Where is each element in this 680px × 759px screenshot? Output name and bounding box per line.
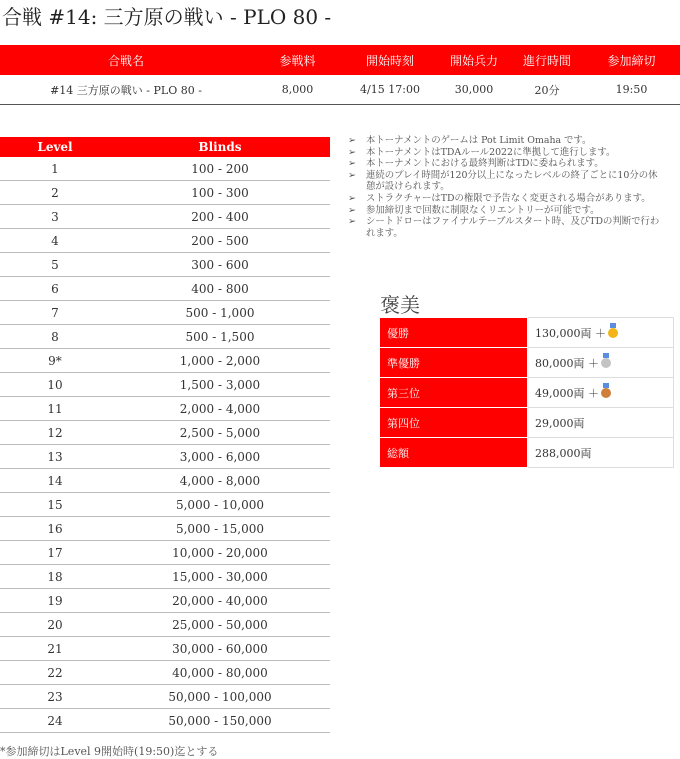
arrow-bullet-icon: ➢ xyxy=(348,192,356,204)
level-number: 22 xyxy=(0,661,110,685)
level-blinds: 100 - 300 xyxy=(110,181,330,205)
prize-rank: 準優勝 xyxy=(380,348,528,378)
note-text: 本トーナメントにおける最終判断はTDに委ねられます。 xyxy=(366,158,604,170)
level-number: 11 xyxy=(0,397,110,421)
level-row xyxy=(0,157,330,181)
level-row xyxy=(0,709,330,733)
level-blinds: 4,000 - 8,000 xyxy=(110,469,330,493)
prize-table xyxy=(379,317,674,468)
level-row xyxy=(0,301,330,325)
level-number: 21 xyxy=(0,637,110,661)
prize-row xyxy=(380,408,674,438)
note-text: 憩が設けられます。 xyxy=(366,181,450,193)
prize-title: 褒美 xyxy=(380,293,420,317)
level-row xyxy=(0,565,330,589)
level-row xyxy=(0,205,330,229)
prize-row xyxy=(380,378,674,408)
summary-header-late-reg: 参加締切 xyxy=(583,45,680,75)
level-row xyxy=(0,181,330,205)
level-blinds: 30,000 - 60,000 xyxy=(110,637,330,661)
prize-amount: 49,000両 ＋ xyxy=(535,386,599,400)
summary-header-start-time: 開始時刻 xyxy=(343,45,437,75)
level-blinds: 2,000 - 4,000 xyxy=(110,397,330,421)
level-row xyxy=(0,661,330,685)
note-text: 連続のプレイ時間が120分以上になったレベルの終了ごとに10分の休 xyxy=(366,169,658,181)
prize-amount-cell xyxy=(528,438,674,468)
prize-row xyxy=(380,348,674,378)
prize-amount: 29,000両 xyxy=(535,416,585,430)
level-row xyxy=(0,613,330,637)
arrow-bullet-icon: ➢ xyxy=(348,216,356,228)
level-row xyxy=(0,253,330,277)
summary-row xyxy=(0,75,680,105)
level-number: 5 xyxy=(0,253,110,277)
level-number: 8 xyxy=(0,325,110,349)
level-blinds: 3,000 - 6,000 xyxy=(110,445,330,469)
level-blinds: 1,500 - 3,000 xyxy=(110,373,330,397)
note-item xyxy=(348,147,680,159)
note-item xyxy=(348,193,680,205)
summary-header-fee: 参戦料 xyxy=(252,45,343,75)
level-blinds: 5,000 - 10,000 xyxy=(110,493,330,517)
level-row xyxy=(0,349,330,373)
arrow-bullet-icon: ➢ xyxy=(348,204,356,216)
level-row xyxy=(0,517,330,541)
prize-amount: 130,000両 ＋ xyxy=(535,326,606,340)
prize-amount-cell xyxy=(528,348,674,378)
level-number: 12 xyxy=(0,421,110,445)
level-number: 4 xyxy=(0,229,110,253)
level-blinds: 20,000 - 40,000 xyxy=(110,589,330,613)
level-number: 7 xyxy=(0,301,110,325)
level-blinds: 15,000 - 30,000 xyxy=(110,565,330,589)
note-item xyxy=(348,216,680,239)
level-number: 17 xyxy=(0,541,110,565)
late-registration-note: *参加締切はLevel 9開始時(19:50)迄とする xyxy=(0,745,219,758)
summary-late-reg: 19:50 xyxy=(583,75,680,105)
level-number: 24 xyxy=(0,709,110,733)
summary-header-level-time: 進行時間 xyxy=(511,45,583,75)
level-row xyxy=(0,277,330,301)
level-number: 9* xyxy=(0,349,110,373)
level-row xyxy=(0,325,330,349)
level-number: 2 xyxy=(0,181,110,205)
level-row xyxy=(0,229,330,253)
level-row xyxy=(0,469,330,493)
arrow-bullet-icon: ➢ xyxy=(348,169,356,181)
note-text: れます。 xyxy=(366,227,403,239)
level-number: 16 xyxy=(0,517,110,541)
summary-start-time: 4/15 17:00 xyxy=(343,75,437,105)
level-number: 20 xyxy=(0,613,110,637)
level-blinds: 1,000 - 2,000 xyxy=(110,349,330,373)
note-text: 本トーナメントのゲームは Pot Limit Omaha です。 xyxy=(366,135,592,146)
blinds-header: Blinds xyxy=(110,137,330,157)
level-row xyxy=(0,685,330,709)
prize-amount: 80,000両 ＋ xyxy=(535,356,599,370)
level-blinds: 5,000 - 15,000 xyxy=(110,517,330,541)
blind-structure-table xyxy=(0,137,330,733)
level-number: 23 xyxy=(0,685,110,709)
level-number: 1 xyxy=(0,157,110,181)
level-row xyxy=(0,637,330,661)
level-number: 15 xyxy=(0,493,110,517)
summary-level-time: 20分 xyxy=(511,75,583,105)
level-row xyxy=(0,445,330,469)
level-blinds: 25,000 - 50,000 xyxy=(110,613,330,637)
arrow-bullet-icon: ➢ xyxy=(348,146,356,158)
summary-name: #14 三方原の戦い - PLO 80 - xyxy=(0,75,252,105)
level-number: 13 xyxy=(0,445,110,469)
level-row xyxy=(0,421,330,445)
prize-rank: 第三位 xyxy=(380,378,528,408)
level-number: 14 xyxy=(0,469,110,493)
summary-start-stack: 30,000 xyxy=(437,75,511,105)
summary-header-start-stack: 開始兵力 xyxy=(437,45,511,75)
prize-amount-cell xyxy=(528,408,674,438)
tournament-notes xyxy=(348,135,680,239)
level-row xyxy=(0,373,330,397)
level-blinds: 500 - 1,500 xyxy=(110,325,330,349)
prize-row xyxy=(380,318,674,348)
level-blinds: 10,000 - 20,000 xyxy=(110,541,330,565)
level-blinds: 200 - 400 xyxy=(110,205,330,229)
prize-rank: 第四位 xyxy=(380,408,528,438)
level-header: Level xyxy=(0,137,110,157)
note-item xyxy=(348,170,680,193)
note-text: 参加締切まで回数に制限なくリエントリーが可能です。 xyxy=(366,204,600,216)
note-text: 本トーナメントはTDAルール2022に準拠して進行します。 xyxy=(366,146,616,158)
level-row xyxy=(0,541,330,565)
summary-fee: 8,000 xyxy=(252,75,343,105)
prize-amount: 288,000両 xyxy=(535,446,592,460)
prize-row xyxy=(380,438,674,468)
arrow-bullet-icon: ➢ xyxy=(348,158,356,170)
level-number: 3 xyxy=(0,205,110,229)
level-blinds: 50,000 - 150,000 xyxy=(110,709,330,733)
level-row xyxy=(0,493,330,517)
level-number: 19 xyxy=(0,589,110,613)
level-blinds: 50,000 - 100,000 xyxy=(110,685,330,709)
silver-medal-icon xyxy=(601,358,611,368)
level-number: 10 xyxy=(0,373,110,397)
level-blinds: 400 - 800 xyxy=(110,277,330,301)
note-text: シートドローはファイナルテーブルスタート時、及びTDの判断で行わ xyxy=(366,216,660,228)
note-item xyxy=(348,135,680,147)
level-row xyxy=(0,397,330,421)
prize-amount-cell xyxy=(528,378,674,408)
level-blinds: 500 - 1,000 xyxy=(110,301,330,325)
prize-rank: 総額 xyxy=(380,438,528,468)
bronze-medal-icon xyxy=(601,388,611,398)
note-item xyxy=(348,205,680,217)
summary-header-name: 合戦名 xyxy=(0,45,252,75)
prize-rank: 優勝 xyxy=(380,318,528,348)
page-title: 合戦 #14: 三方原の戦い - PLO 80 - xyxy=(2,5,332,29)
note-text: ストラクチャーはTDの権限で予告なく変更される場合があります。 xyxy=(366,192,651,204)
level-blinds: 300 - 600 xyxy=(110,253,330,277)
note-item xyxy=(348,158,680,170)
summary-table xyxy=(0,45,680,105)
gold-medal-icon xyxy=(608,328,618,338)
level-blinds: 2,500 - 5,000 xyxy=(110,421,330,445)
level-blinds: 40,000 - 80,000 xyxy=(110,661,330,685)
arrow-bullet-icon: ➢ xyxy=(348,135,356,146)
level-blinds: 100 - 200 xyxy=(110,157,330,181)
level-number: 18 xyxy=(0,565,110,589)
level-number: 6 xyxy=(0,277,110,301)
level-row xyxy=(0,589,330,613)
level-blinds: 200 - 500 xyxy=(110,229,330,253)
prize-amount-cell xyxy=(528,318,674,348)
